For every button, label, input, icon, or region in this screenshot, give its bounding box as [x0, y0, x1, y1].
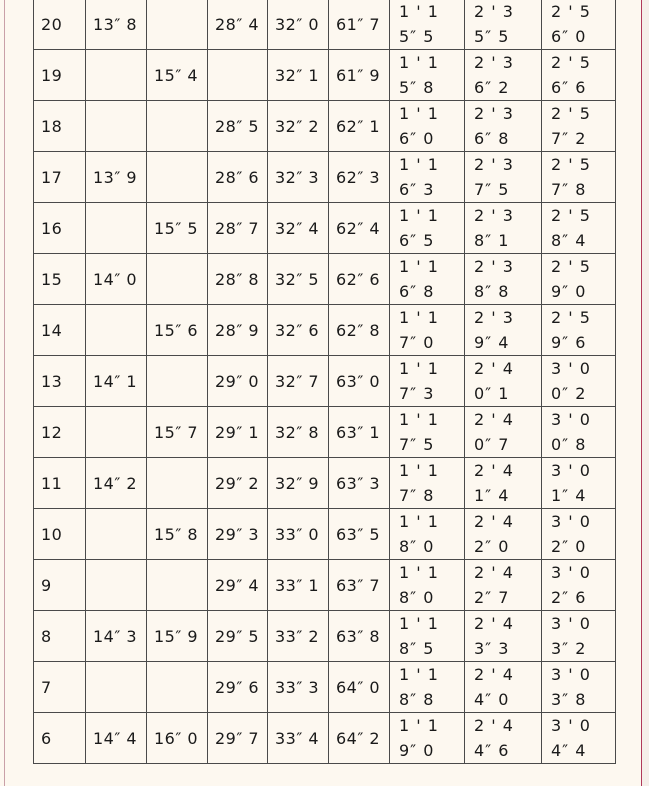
table-row: [34, 560, 616, 611]
col-f-cell: [390, 356, 465, 407]
col-c-cell: 28″ 8: [208, 254, 268, 305]
col-b-cell: 15″ 6: [147, 305, 208, 356]
stacked-value-top: 2 ' 5: [551, 206, 591, 225]
stacked-value-top: 1 ' 1: [399, 359, 439, 378]
col-a-cell: [86, 407, 147, 458]
stacked-value-bottom: 1″ 4: [551, 486, 587, 505]
stacked-value-top: 3 ' 0: [551, 359, 591, 378]
stacked-value-bottom: 6″ 3: [399, 180, 435, 199]
col-h-cell: [542, 458, 616, 509]
stacked-value-bottom: 3″ 2: [551, 639, 587, 658]
stacked-value-top: 2 ' 4: [474, 410, 514, 429]
stacked-value-top: 1 ' 1: [399, 716, 439, 735]
col-d-cell: 32″ 1: [268, 50, 329, 101]
stacked-value-bottom: 9″ 0: [551, 282, 587, 301]
col-g-cell: [465, 203, 542, 254]
col-a-cell: [86, 50, 147, 101]
stacked-value-bottom: 7″ 8: [551, 180, 587, 199]
col-h-cell: [542, 407, 616, 458]
stacked-value-top: 1 ' 1: [399, 257, 439, 276]
col-b-cell: 15″ 7: [147, 407, 208, 458]
stacked-value-bottom: 2″ 7: [474, 588, 510, 607]
stacked-value-top: 2 ' 5: [551, 104, 591, 123]
col-d-cell: 33″ 4: [268, 713, 329, 764]
table-row: [34, 509, 616, 560]
col-b-cell: [147, 254, 208, 305]
col-g-cell: [465, 611, 542, 662]
col-h-cell: [542, 662, 616, 713]
col-h-cell: [542, 713, 616, 764]
col-g-cell: [465, 662, 542, 713]
col-b-cell: [147, 458, 208, 509]
row-number-cell: 9: [34, 560, 86, 611]
col-a-cell: 14″ 2: [86, 458, 147, 509]
col-c-cell: 28″ 5: [208, 101, 268, 152]
col-e-cell: 63″ 7: [329, 560, 390, 611]
row-number-cell: 11: [34, 458, 86, 509]
stacked-value-bottom: 7″ 5: [399, 435, 435, 454]
col-c-cell: 29″ 1: [208, 407, 268, 458]
stacked-value-bottom: 2″ 0: [474, 537, 510, 556]
col-d-cell: 32″ 5: [268, 254, 329, 305]
col-f-cell: [390, 101, 465, 152]
row-number-cell: 17: [34, 152, 86, 203]
col-e-cell: 63″ 5: [329, 509, 390, 560]
stacked-value-top: 1 ' 1: [399, 512, 439, 531]
col-c-cell: 29″ 3: [208, 509, 268, 560]
col-c-cell: 29″ 4: [208, 560, 268, 611]
col-f-cell: [390, 305, 465, 356]
col-e-cell: 63″ 8: [329, 611, 390, 662]
stacked-value-top: 2 ' 5: [551, 257, 591, 276]
col-f-cell: [390, 611, 465, 662]
col-b-cell: 16″ 0: [147, 713, 208, 764]
col-e-cell: 62″ 3: [329, 152, 390, 203]
table-row: [34, 203, 616, 254]
stacked-value-top: 3 ' 0: [551, 563, 591, 582]
col-a-cell: 14″ 1: [86, 356, 147, 407]
stacked-value-bottom: 6″ 5: [399, 231, 435, 250]
col-g-cell: [465, 254, 542, 305]
stacked-value-bottom: 6″ 6: [551, 78, 587, 97]
table-row: [34, 356, 616, 407]
col-g-cell: [465, 458, 542, 509]
col-b-cell: 15″ 5: [147, 203, 208, 254]
table-row: [34, 407, 616, 458]
col-g-cell: [465, 305, 542, 356]
col-g-cell: [465, 713, 542, 764]
stacked-value-top: 2 ' 4: [474, 563, 514, 582]
col-b-cell: [147, 152, 208, 203]
stacked-value-top: 2 ' 4: [474, 716, 514, 735]
col-a-cell: [86, 662, 147, 713]
stacked-value-top: 1 ' 1: [399, 665, 439, 684]
col-f-cell: [390, 0, 465, 50]
stacked-value-top: 2 ' 4: [474, 512, 514, 531]
col-d-cell: 32″ 0: [268, 0, 329, 50]
stacked-value-bottom: 7″ 8: [399, 486, 435, 505]
col-f-cell: [390, 407, 465, 458]
stacked-value-top: 2 ' 5: [551, 53, 591, 72]
col-h-cell: [542, 50, 616, 101]
col-f-cell: [390, 713, 465, 764]
col-h-cell: [542, 509, 616, 560]
page-right-edge: [641, 0, 649, 786]
table-body: [34, 0, 616, 764]
col-d-cell: 32″ 9: [268, 458, 329, 509]
col-h-cell: [542, 0, 616, 50]
col-g-cell: [465, 356, 542, 407]
stacked-value-top: 2 ' 3: [474, 257, 514, 276]
col-f-cell: [390, 203, 465, 254]
col-d-cell: 32″ 8: [268, 407, 329, 458]
stacked-value-bottom: 0″ 1: [474, 384, 510, 403]
col-a-cell: [86, 101, 147, 152]
col-c-cell: 29″ 6: [208, 662, 268, 713]
stacked-value-bottom: 0″ 2: [551, 384, 587, 403]
col-d-cell: 32″ 7: [268, 356, 329, 407]
stacked-value-bottom: 6″ 0: [399, 129, 435, 148]
table-row: [34, 254, 616, 305]
stacked-value-top: 1 ' 1: [399, 461, 439, 480]
col-h-cell: [542, 305, 616, 356]
stacked-value-bottom: 8″ 4: [551, 231, 587, 250]
col-a-cell: 14″ 0: [86, 254, 147, 305]
stacked-value-bottom: 4″ 4: [551, 741, 587, 760]
col-e-cell: 64″ 0: [329, 662, 390, 713]
col-a-cell: 14″ 4: [86, 713, 147, 764]
col-a-cell: 14″ 3: [86, 611, 147, 662]
stacked-value-top: 3 ' 0: [551, 614, 591, 633]
stacked-value-top: 2 ' 3: [474, 53, 514, 72]
stacked-value-bottom: 2″ 6: [551, 588, 587, 607]
stacked-value-bottom: 8″ 0: [399, 537, 435, 556]
col-e-cell: 63″ 3: [329, 458, 390, 509]
col-f-cell: [390, 560, 465, 611]
col-c-cell: [208, 50, 268, 101]
stacked-value-bottom: 7″ 3: [399, 384, 435, 403]
col-g-cell: [465, 101, 542, 152]
stacked-value-top: 1 ' 1: [399, 2, 439, 21]
col-f-cell: [390, 458, 465, 509]
col-g-cell: [465, 407, 542, 458]
stacked-value-bottom: 8″ 1: [474, 231, 510, 250]
stacked-value-top: 2 ' 5: [551, 308, 591, 327]
col-f-cell: [390, 662, 465, 713]
stacked-value-top: 2 ' 4: [474, 665, 514, 684]
col-f-cell: [390, 254, 465, 305]
stacked-value-bottom: 0″ 7: [474, 435, 510, 454]
stacked-value-top: 2 ' 3: [474, 2, 514, 21]
row-number-cell: 14: [34, 305, 86, 356]
table-row: [34, 611, 616, 662]
col-h-cell: [542, 356, 616, 407]
col-b-cell: [147, 0, 208, 50]
col-d-cell: 32″ 3: [268, 152, 329, 203]
col-c-cell: 28″ 7: [208, 203, 268, 254]
page-left-edge: [0, 0, 5, 786]
stacked-value-bottom: 6″ 2: [474, 78, 510, 97]
stacked-value-bottom: 5″ 5: [474, 27, 510, 46]
col-e-cell: 63″ 0: [329, 356, 390, 407]
stacked-value-top: 2 ' 4: [474, 461, 514, 480]
stacked-value-top: 3 ' 0: [551, 665, 591, 684]
stacked-value-top: 2 ' 3: [474, 206, 514, 225]
col-h-cell: [542, 611, 616, 662]
col-d-cell: 33″ 0: [268, 509, 329, 560]
col-d-cell: 33″ 2: [268, 611, 329, 662]
stacked-value-bottom: 8″ 0: [399, 588, 435, 607]
col-g-cell: [465, 509, 542, 560]
col-d-cell: 32″ 6: [268, 305, 329, 356]
row-number-cell: 10: [34, 509, 86, 560]
col-e-cell: 64″ 2: [329, 713, 390, 764]
col-a-cell: [86, 203, 147, 254]
table-row: [34, 713, 616, 764]
stacked-value-bottom: 6″ 8: [474, 129, 510, 148]
stacked-value-top: 3 ' 0: [551, 410, 591, 429]
col-e-cell: 62″ 8: [329, 305, 390, 356]
col-c-cell: 29″ 2: [208, 458, 268, 509]
table-row: [34, 0, 616, 50]
table-row: [34, 152, 616, 203]
row-number-cell: 16: [34, 203, 86, 254]
stacked-value-bottom: 9″ 4: [474, 333, 510, 352]
table-row: [34, 50, 616, 101]
stacked-value-top: 1 ' 1: [399, 53, 439, 72]
col-c-cell: 28″ 4: [208, 0, 268, 50]
col-h-cell: [542, 560, 616, 611]
col-f-cell: [390, 152, 465, 203]
stacked-value-top: 2 ' 5: [551, 2, 591, 21]
col-a-cell: [86, 560, 147, 611]
col-h-cell: [542, 254, 616, 305]
col-e-cell: 61″ 7: [329, 0, 390, 50]
col-a-cell: [86, 509, 147, 560]
measurement-table: [33, 0, 616, 764]
stacked-value-top: 2 ' 5: [551, 155, 591, 174]
row-number-cell: 8: [34, 611, 86, 662]
col-b-cell: [147, 560, 208, 611]
col-d-cell: 32″ 4: [268, 203, 329, 254]
stacked-value-top: 1 ' 1: [399, 563, 439, 582]
col-d-cell: 33″ 1: [268, 560, 329, 611]
table-row: [34, 305, 616, 356]
stacked-value-top: 2 ' 3: [474, 155, 514, 174]
row-number-cell: 6: [34, 713, 86, 764]
col-c-cell: 29″ 5: [208, 611, 268, 662]
stacked-value-bottom: 3″ 3: [474, 639, 510, 658]
col-h-cell: [542, 203, 616, 254]
stacked-value-top: 1 ' 1: [399, 614, 439, 633]
stacked-value-bottom: 4″ 0: [474, 690, 510, 709]
col-f-cell: [390, 509, 465, 560]
stacked-value-bottom: 8″ 5: [399, 639, 435, 658]
col-c-cell: 29″ 7: [208, 713, 268, 764]
col-d-cell: 32″ 2: [268, 101, 329, 152]
stacked-value-bottom: 5″ 8: [399, 78, 435, 97]
stacked-value-top: 3 ' 0: [551, 512, 591, 531]
table-row: [34, 458, 616, 509]
col-e-cell: 61″ 9: [329, 50, 390, 101]
row-number-cell: 18: [34, 101, 86, 152]
stacked-value-bottom: 6″ 8: [399, 282, 435, 301]
col-c-cell: 28″ 9: [208, 305, 268, 356]
row-number-cell: 13: [34, 356, 86, 407]
col-g-cell: [465, 152, 542, 203]
col-b-cell: [147, 101, 208, 152]
col-h-cell: [542, 101, 616, 152]
stacked-value-top: 2 ' 4: [474, 614, 514, 633]
stacked-value-top: 3 ' 0: [551, 461, 591, 480]
stacked-value-bottom: 3″ 8: [551, 690, 587, 709]
col-a-cell: [86, 305, 147, 356]
col-g-cell: [465, 50, 542, 101]
col-g-cell: [465, 560, 542, 611]
stacked-value-bottom: 1″ 4: [474, 486, 510, 505]
stacked-value-top: 2 ' 4: [474, 359, 514, 378]
stacked-value-bottom: 4″ 6: [474, 741, 510, 760]
stacked-value-bottom: 9″ 6: [551, 333, 587, 352]
stacked-value-bottom: 0″ 8: [551, 435, 587, 454]
stacked-value-bottom: 5″ 5: [399, 27, 435, 46]
row-number-cell: 19: [34, 50, 86, 101]
col-c-cell: 28″ 6: [208, 152, 268, 203]
col-h-cell: [542, 152, 616, 203]
stacked-value-bottom: 7″ 5: [474, 180, 510, 199]
col-e-cell: 62″ 6: [329, 254, 390, 305]
col-b-cell: [147, 356, 208, 407]
col-g-cell: [465, 0, 542, 50]
stacked-value-bottom: 8″ 8: [474, 282, 510, 301]
col-a-cell: 13″ 9: [86, 152, 147, 203]
table-row: [34, 662, 616, 713]
stacked-value-top: 1 ' 1: [399, 206, 439, 225]
col-b-cell: 15″ 8: [147, 509, 208, 560]
stacked-value-top: 1 ' 1: [399, 410, 439, 429]
stacked-value-bottom: 9″ 0: [399, 741, 435, 760]
stacked-value-top: 1 ' 1: [399, 104, 439, 123]
stacked-value-top: 2 ' 3: [474, 308, 514, 327]
col-e-cell: 62″ 1: [329, 101, 390, 152]
col-b-cell: 15″ 4: [147, 50, 208, 101]
row-number-cell: 15: [34, 254, 86, 305]
row-number-cell: 12: [34, 407, 86, 458]
stacked-value-top: 1 ' 1: [399, 308, 439, 327]
col-c-cell: 29″ 0: [208, 356, 268, 407]
stacked-value-bottom: 6″ 0: [551, 27, 587, 46]
stacked-value-bottom: 7″ 2: [551, 129, 587, 148]
col-b-cell: 15″ 9: [147, 611, 208, 662]
stacked-value-bottom: 7″ 0: [399, 333, 435, 352]
col-e-cell: 63″ 1: [329, 407, 390, 458]
table-row: [34, 101, 616, 152]
stacked-value-top: 1 ' 1: [399, 155, 439, 174]
stacked-value-top: 2 ' 3: [474, 104, 514, 123]
col-b-cell: [147, 662, 208, 713]
col-e-cell: 62″ 4: [329, 203, 390, 254]
stacked-value-bottom: 2″ 0: [551, 537, 587, 556]
row-number-cell: 20: [34, 0, 86, 50]
stacked-value-bottom: 8″ 8: [399, 690, 435, 709]
col-a-cell: 13″ 8: [86, 0, 147, 50]
stacked-value-top: 3 ' 0: [551, 716, 591, 735]
col-f-cell: [390, 50, 465, 101]
col-d-cell: 33″ 3: [268, 662, 329, 713]
row-number-cell: 7: [34, 662, 86, 713]
